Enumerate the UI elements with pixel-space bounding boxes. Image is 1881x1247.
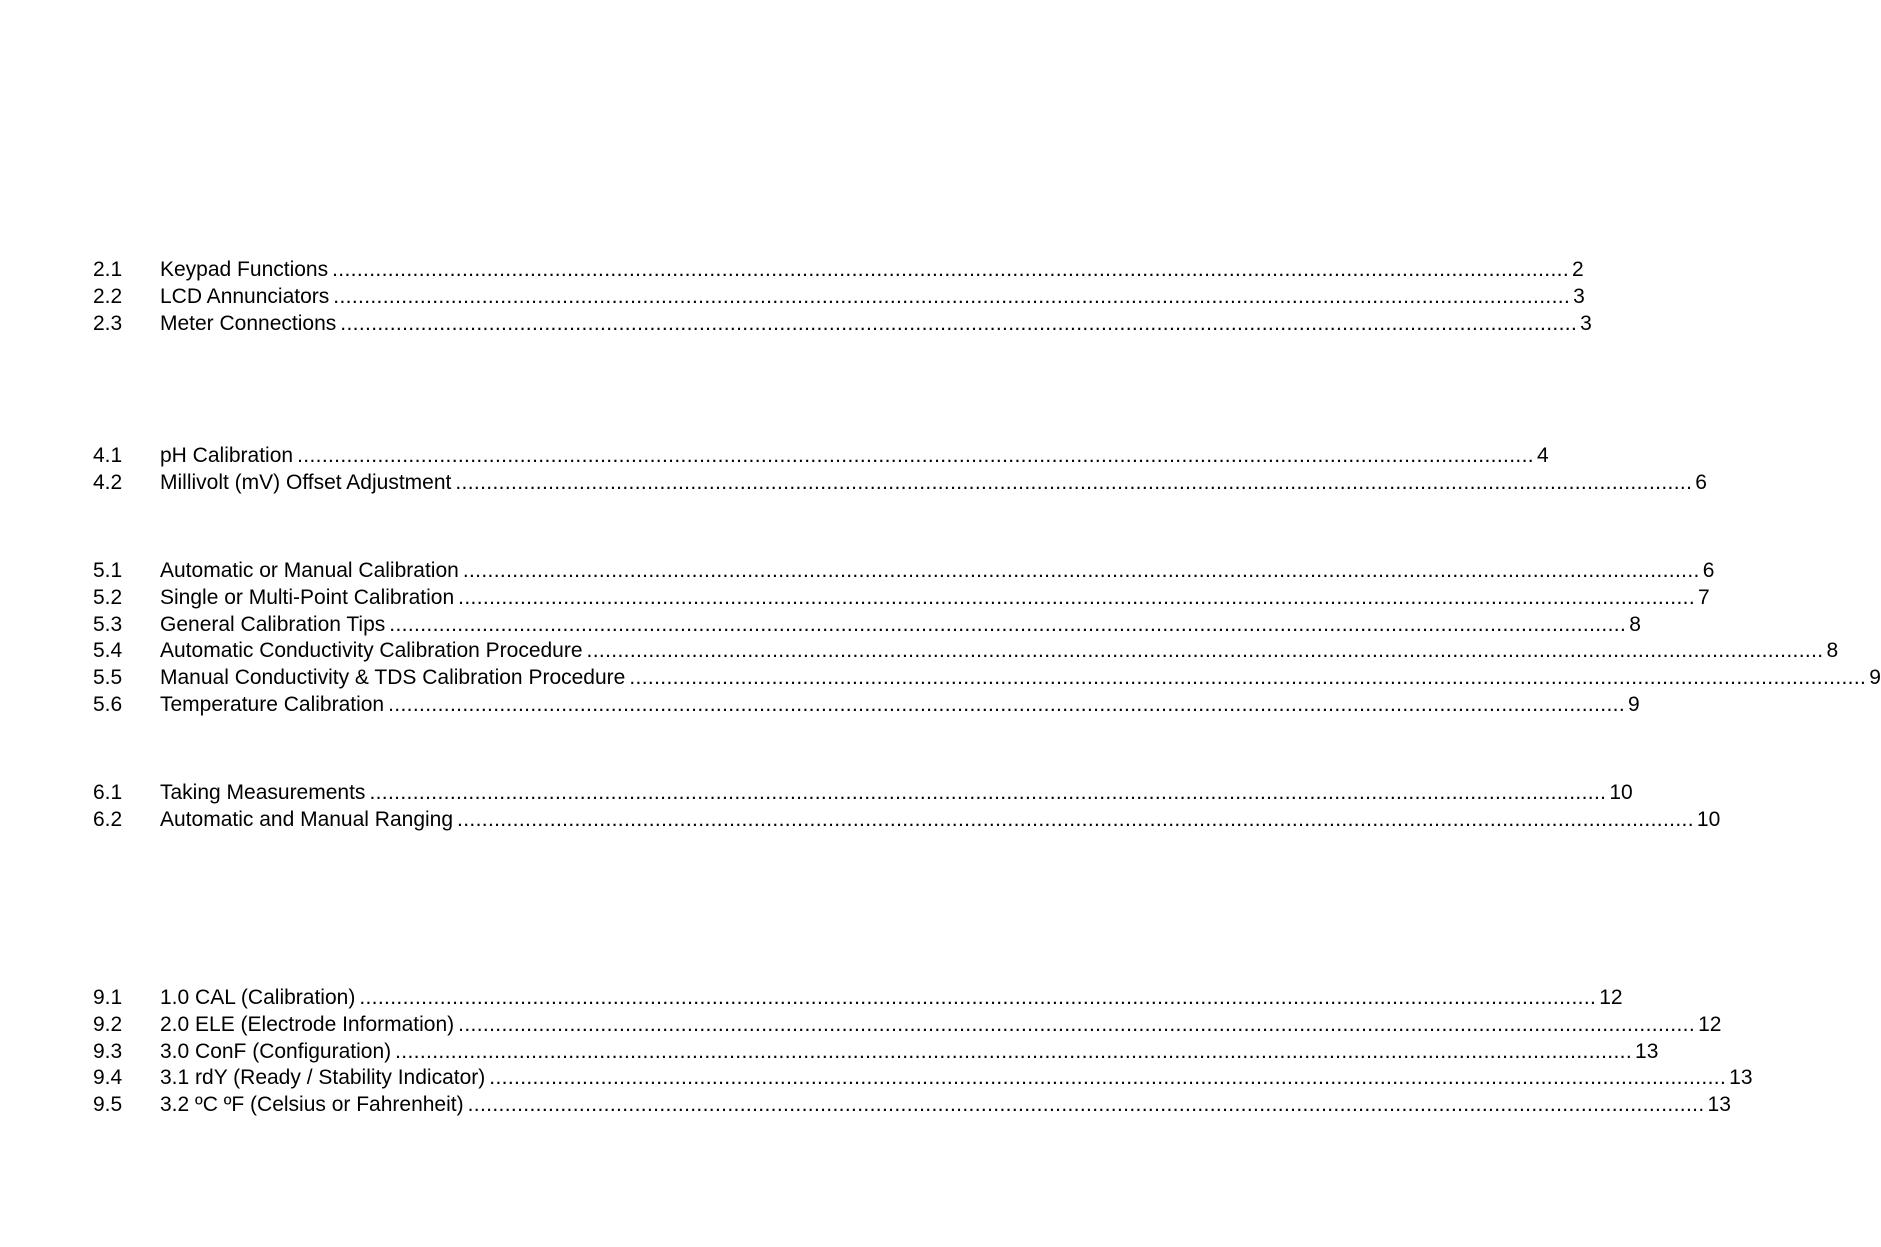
toc-entry-page: 10 bbox=[1609, 781, 1633, 804]
toc-entry-number: 4.1 bbox=[93, 444, 123, 467]
toc-entry-title: General Calibration Tips bbox=[160, 612, 386, 636]
toc-entry-title: LCD Annunciators bbox=[160, 284, 330, 308]
toc-entry-page: 9 bbox=[1628, 692, 1640, 716]
toc-entry-number: 9.2 bbox=[93, 1012, 123, 1036]
toc-entry-number: 4.2 bbox=[93, 470, 123, 494]
toc-entry-number: 2.2 bbox=[93, 284, 123, 308]
toc-entry-title: 2.0 ELE (Electrode Information) bbox=[160, 1012, 455, 1036]
dot-leader: ........................................................................................................................................................................................................ bbox=[340, 311, 1578, 335]
toc-entry-title: 3.2 ºC ºF (Celsius or Fahrenheit) bbox=[160, 1093, 464, 1117]
toc-entry-page: 9 bbox=[1869, 666, 1881, 690]
toc-entry-title: Automatic Conductivity Calibration Procedure bbox=[160, 639, 583, 663]
toc-entry-page: 3 bbox=[1580, 311, 1592, 335]
toc-entry-number: 5.3 bbox=[93, 612, 123, 636]
toc-entry-title: 3.0 ConF (Configuration) bbox=[160, 1039, 392, 1063]
toc-entry-page: 8 bbox=[1629, 612, 1641, 636]
toc-entry-title: Keypad Functions bbox=[160, 258, 329, 281]
toc-entry-number: 2.3 bbox=[93, 311, 123, 335]
dot-leader: ........................................................................................................................................................................................................ bbox=[389, 612, 1627, 636]
toc-entry-number: 6.1 bbox=[93, 781, 123, 804]
toc-entry-page: 12 bbox=[1698, 1012, 1722, 1036]
dot-leader: ........................................................................................................................................................................................................ bbox=[629, 666, 1867, 690]
toc-entry-title: Millivolt (mV) Offset Adjustment bbox=[160, 470, 452, 494]
toc-entry-number: 5.1 bbox=[93, 559, 123, 582]
toc-entry-title: Taking Measurements bbox=[160, 781, 366, 804]
toc-entry-page: 13 bbox=[1707, 1093, 1731, 1117]
toc-entry-page: 4 bbox=[1536, 444, 1549, 467]
toc-entry-page: 13 bbox=[1635, 1039, 1659, 1063]
toc-entry-number: 9.5 bbox=[93, 1093, 123, 1117]
dot-leader: ........................................................................................................................................................................................................ bbox=[332, 258, 1570, 281]
toc-entry-number: 9.4 bbox=[93, 1066, 123, 1090]
toc-entry-title: Temperature Calibration bbox=[160, 692, 385, 716]
dot-leader: ........................................................................................................................................................................................................ bbox=[462, 559, 1700, 582]
toc-entry-page: 2 bbox=[1572, 258, 1584, 281]
toc-entry-title: Meter Connections bbox=[160, 311, 337, 335]
toc-entry-page: 6 bbox=[1695, 470, 1707, 494]
toc-entry-number: 9.1 bbox=[93, 986, 123, 1009]
toc-entry-title: 1.0 CAL (Calibration) bbox=[160, 986, 356, 1009]
dot-leader: ........................................................................................................................................................................................................ bbox=[369, 781, 1607, 804]
dot-leader: ........................................................................................................................................................................................................ bbox=[395, 1039, 1633, 1063]
toc-entry-number: 9.3 bbox=[93, 1039, 123, 1063]
dot-leader: ........................................................................................................................................................................................................ bbox=[458, 1012, 1696, 1036]
toc-entry-title: pH Calibration bbox=[160, 444, 294, 467]
dot-leader: ........................................................................................................................................................................................................ bbox=[333, 284, 1571, 308]
toc-entry-page: 12 bbox=[1599, 986, 1623, 1009]
toc-entry-title: Manual Conductivity & TDS Calibration Procedure bbox=[160, 666, 626, 690]
dot-leader: ........................................................................................................................................................................................................ bbox=[467, 1093, 1705, 1117]
toc-entry-page: 6 bbox=[1702, 559, 1715, 582]
toc-entry-title: Automatic and Manual Ranging bbox=[160, 807, 454, 831]
dot-leader: ........................................................................................................................................................................................................ bbox=[586, 639, 1824, 663]
toc-entry-number: 6.2 bbox=[93, 807, 123, 831]
dot-leader: ........................................................................................................................................................................................................ bbox=[455, 470, 1693, 494]
toc-entry-number: 5.2 bbox=[93, 585, 123, 609]
toc-entry-page: 8 bbox=[1826, 639, 1839, 663]
toc-entry-page: 3 bbox=[1573, 284, 1585, 308]
toc-entry-number: 5.4 bbox=[93, 639, 123, 663]
toc-entry-title: 3.1 rdY (Ready / Stability Indicator) bbox=[160, 1066, 486, 1090]
toc-entry-title: Automatic or Manual Calibration bbox=[160, 559, 459, 582]
toc-entry-page: 13 bbox=[1729, 1066, 1753, 1090]
dot-leader: ........................................................................................................................................................................................................ bbox=[457, 807, 1694, 831]
dot-leader: ........................................................................................................................................................................................................ bbox=[489, 1066, 1727, 1090]
toc-entry-number: 5.6 bbox=[93, 692, 123, 716]
toc-entry-title: Single or Multi-Point Calibration bbox=[160, 585, 455, 609]
dot-leader: ........................................................................................................................................................................................................ bbox=[458, 585, 1696, 609]
dot-leader: ........................................................................................................................................................................................................ bbox=[359, 986, 1597, 1009]
dot-leader: ........................................................................................................................................................................................................ bbox=[388, 692, 1626, 716]
toc-entry-page: 7 bbox=[1698, 585, 1710, 609]
toc-entry-number: 5.5 bbox=[93, 666, 123, 690]
toc-entry-number: 2.1 bbox=[93, 258, 123, 281]
toc-entry-page: 10 bbox=[1696, 807, 1721, 831]
dot-leader: ........................................................................................................................................................................................................ bbox=[297, 444, 1534, 467]
